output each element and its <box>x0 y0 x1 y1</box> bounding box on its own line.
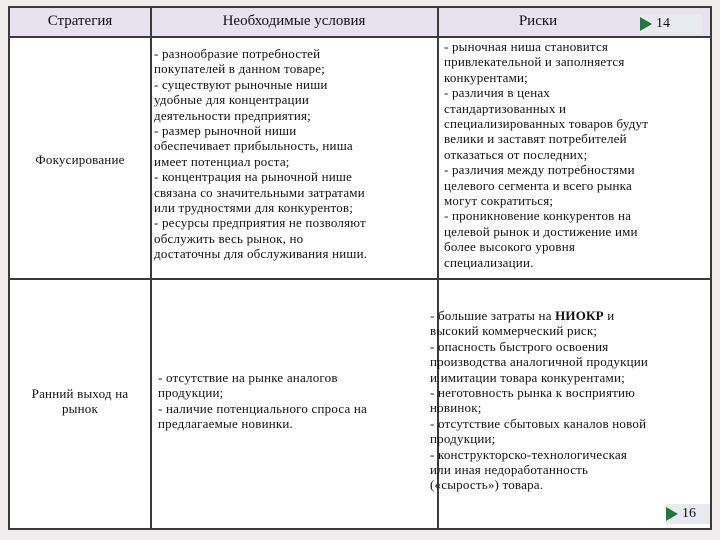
condition-line: имеет потенциал роста; <box>154 153 290 169</box>
condition-line: деятельности предприятия; <box>154 107 311 123</box>
risk-line: - проникновение конкурентов на <box>444 208 632 224</box>
risk-bold-text: НИОКР <box>555 308 604 323</box>
condition-line: - наличие потенциального спроса на <box>158 400 368 416</box>
header-strategy: Стратегия <box>47 13 113 29</box>
risk-line: или иная недоработанность <box>430 462 589 478</box>
condition-line: или трудностями для конкурентов; <box>154 200 354 216</box>
risk-line: производства аналогичной продукции <box>430 354 649 370</box>
risk-line: новинок; <box>430 400 482 416</box>
condition-line: - концентрация на рыночной нише <box>154 169 353 185</box>
risk-line: («сырость») товара. <box>430 477 544 493</box>
risk-line: и имитации товара конкурентами; <box>430 369 625 385</box>
risk-text: - большие затраты на <box>430 308 556 323</box>
risk-text: и <box>603 308 615 323</box>
row-focus-risks <box>444 39 708 270</box>
condition-line: связана со значительными затратами <box>154 184 365 200</box>
row-focus-conditions <box>154 46 436 262</box>
strategy-line: Ранний выход на <box>31 386 129 401</box>
risk-line: целевого сегмента и всего рынка <box>444 177 632 193</box>
nav-page-number: 14 <box>656 16 670 31</box>
row-focus-strategy: Фокусирование <box>35 152 125 167</box>
condition-line: удобные для концентрации <box>154 92 310 108</box>
condition-line: - размер рыночной ниши <box>154 123 297 139</box>
risk-lines <box>430 323 712 492</box>
condition-line: покупателей в данном товаре; <box>154 61 326 77</box>
condition-line: - существуют рыночные ниши <box>154 76 328 92</box>
risk-line <box>430 308 712 323</box>
risk-line: высокий коммерческий риск; <box>430 323 598 339</box>
header-divider <box>10 36 710 38</box>
nav-button-bottom[interactable] <box>666 504 710 524</box>
risk-line: специализированных товаров будут <box>444 116 649 132</box>
header-risks: Риски <box>518 13 558 29</box>
risk-line: более высокого уровня <box>444 239 576 255</box>
play-arrow-icon <box>640 17 652 31</box>
strategy-line: рынок <box>61 401 98 417</box>
row-early-strategy <box>10 386 150 417</box>
row-divider <box>10 278 710 280</box>
risk-line: - различия между потребностями <box>444 162 635 178</box>
condition-line: - отсутствие на рынке аналогов <box>158 370 338 385</box>
risk-line: - опасность быстрого освоения <box>430 338 609 354</box>
condition-line: - ресурсы предприятия не позволяют <box>154 215 366 231</box>
condition-line: достаточны для обслуживания ниши. <box>154 246 368 262</box>
strategy-table <box>8 6 712 530</box>
risk-line: могут сократиться; <box>444 193 554 209</box>
play-arrow-icon <box>666 507 678 521</box>
header-conditions: Необходимые условия <box>222 13 366 29</box>
condition-line: продукции; <box>158 385 224 401</box>
risk-line: - неготовность рынка к восприятию <box>430 385 636 401</box>
risk-line: велики и заставят потребителей <box>444 131 627 147</box>
row-early-conditions <box>158 370 436 432</box>
risk-line: - отсутствие сбытовых каналов новой <box>430 415 647 431</box>
risk-line: конкурентами; <box>444 69 528 85</box>
risk-line: специализации. <box>444 254 534 270</box>
condition-line: обслужить весь рынок, но <box>154 230 304 246</box>
condition-line: - разнообразие потребностей <box>154 46 321 61</box>
condition-line: предлагаемые новинки. <box>158 416 294 432</box>
col-divider-1 <box>150 8 152 528</box>
risk-line: стандартизованных и <box>444 100 567 116</box>
risk-line: отказаться от последних; <box>444 146 588 162</box>
risk-line: продукции; <box>430 431 496 447</box>
nav-button-top[interactable] <box>640 14 702 34</box>
risk-line: - рыночная ниша становится <box>444 39 609 54</box>
row-early-risks <box>430 308 712 493</box>
risk-line: - различия в ценах <box>444 85 551 101</box>
risk-line: привлекательной и заполняется <box>444 54 625 70</box>
nav-page-number: 16 <box>682 506 696 521</box>
condition-line: обеспечивает прибыльность, ниша <box>154 138 353 154</box>
risk-line: целевой рынок и достижение ими <box>444 223 638 239</box>
risk-line: - конструкторско-технологическая <box>430 446 628 462</box>
